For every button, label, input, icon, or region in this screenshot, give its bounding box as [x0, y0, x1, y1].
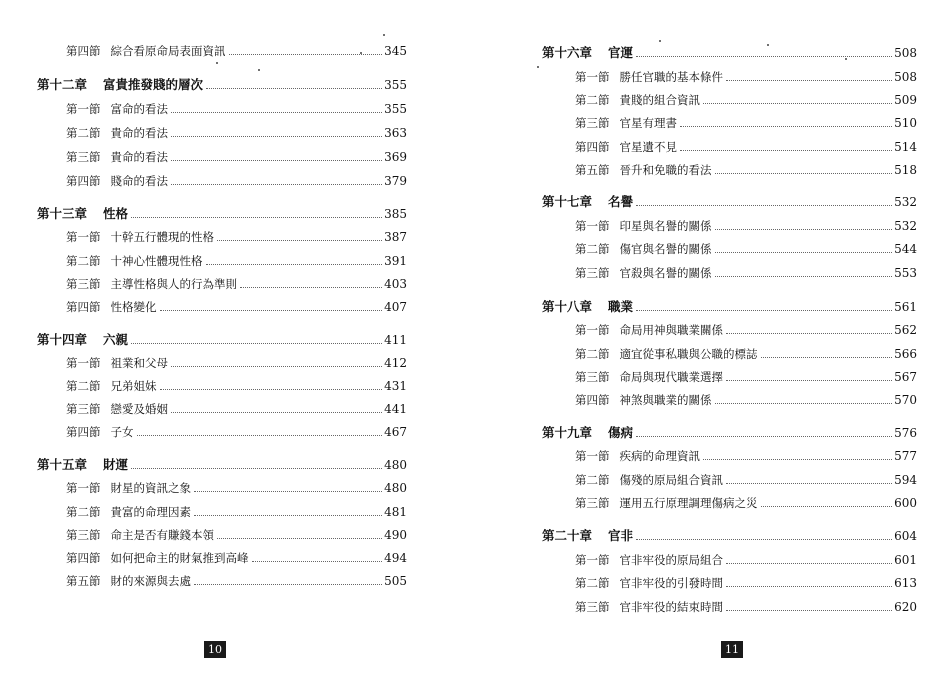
page-number: 508 [894, 70, 917, 84]
chapter-title: 財運 [103, 457, 129, 472]
dot-leader [131, 468, 382, 469]
toc-section-entry [66, 250, 407, 268]
toc-section-entry [66, 421, 407, 439]
section-number: 第二節 [575, 242, 610, 256]
dot-leader [636, 310, 892, 311]
page-number: 510 [894, 116, 917, 130]
toc-chapter-entry [542, 42, 917, 60]
section-number: 第三節 [66, 277, 101, 291]
section-title: 財的來源與去處 [110, 574, 191, 588]
chapter-title: 職業 [608, 299, 634, 314]
section-title: 戀愛及婚姻 [110, 402, 168, 416]
chapter-title: 官運 [608, 45, 634, 60]
toc-section-entry [575, 136, 917, 154]
section-title: 綜合看原命局表面資訊 [110, 44, 226, 58]
section-title: 性格變化 [110, 300, 157, 314]
section-number: 第一節 [575, 70, 610, 84]
dot-leader [726, 483, 892, 484]
page-number: 508 [894, 46, 917, 60]
toc-chapter-entry [37, 329, 407, 347]
dot-leader [217, 538, 382, 539]
toc-chapter-entry [37, 74, 407, 92]
section-title: 疾病的命理資訊 [619, 449, 700, 463]
page-number: 613 [894, 576, 917, 590]
page-number: 518 [894, 163, 917, 177]
dot-leader [636, 205, 892, 206]
section-title: 貴富的命理因素 [110, 505, 191, 519]
section-title: 勝任官職的基本條件 [619, 70, 723, 84]
dot-leader [726, 80, 892, 81]
section-title: 十神心性體現性格 [110, 254, 203, 268]
toc-section-entry [66, 547, 407, 565]
page-number: 369 [384, 150, 407, 164]
toc-section-entry [575, 366, 917, 384]
section-number: 第四節 [66, 300, 101, 314]
scan-speck [216, 62, 218, 64]
toc-section-entry [575, 596, 917, 614]
dot-leader [715, 173, 893, 174]
chapter-title: 官非 [608, 528, 634, 543]
section-number: 第一節 [575, 449, 610, 463]
page-number: 600 [894, 496, 917, 510]
section-title: 十幹五行體現的性格 [110, 230, 214, 244]
page-number: 490 [384, 528, 407, 542]
page-number: 494 [384, 551, 407, 565]
section-number: 第三節 [66, 150, 101, 164]
toc-section-entry [66, 352, 407, 370]
toc-section-entry [66, 40, 407, 58]
section-title: 兄弟姐妹 [110, 379, 157, 393]
toc-section-entry [575, 549, 917, 567]
page-number: 431 [384, 379, 407, 393]
section-title: 祖業和父母 [110, 356, 168, 370]
chapter-number: 第十二章 [37, 77, 88, 92]
dot-leader [171, 136, 382, 137]
section-number: 第二節 [575, 576, 610, 590]
page-number: 411 [384, 333, 407, 347]
page-number: 385 [384, 207, 407, 221]
dot-leader [171, 366, 382, 367]
section-title: 命局用神與職業關係 [619, 323, 723, 337]
section-number: 第四節 [66, 174, 101, 188]
toc-section-entry [66, 273, 407, 291]
toc-section-entry [575, 319, 917, 337]
page-number: 481 [384, 505, 407, 519]
section-number: 第二節 [575, 347, 610, 361]
section-number: 第四節 [66, 425, 101, 439]
toc-section-entry [575, 572, 917, 590]
toc-section-entry [66, 524, 407, 542]
dot-leader [715, 276, 893, 277]
section-number: 第四節 [66, 44, 101, 58]
page-number: 604 [894, 529, 917, 543]
section-number: 第二節 [575, 473, 610, 487]
toc-section-entry [66, 98, 407, 116]
dot-leader [726, 563, 892, 564]
section-title: 印星與名譽的關係 [619, 219, 712, 233]
toc-chapter-entry [37, 454, 407, 472]
toc-section-entry [66, 501, 407, 519]
toc-section-entry [575, 389, 917, 407]
chapter-title: 性格 [103, 206, 129, 221]
toc-section-entry [66, 170, 407, 188]
page-number: 594 [894, 473, 917, 487]
section-number: 第三節 [66, 528, 101, 542]
page-number: 403 [384, 277, 407, 291]
section-title: 子女 [110, 425, 134, 439]
section-title: 官非牢役的原局組合 [619, 553, 723, 567]
dot-leader [715, 403, 893, 404]
dot-leader [171, 112, 382, 113]
toc-section-entry [575, 445, 917, 463]
section-title: 適宜從事私職與公職的標誌 [619, 347, 758, 361]
page-number-left: 10 [204, 641, 226, 658]
section-title: 如何把命主的財氣推到高峰 [110, 551, 249, 565]
dot-leader [160, 310, 383, 311]
page-number: 509 [894, 93, 917, 107]
section-title: 命局與現代職業選擇 [619, 370, 723, 384]
page-number: 363 [384, 126, 407, 140]
section-title: 富命的看法 [110, 102, 168, 116]
chapter-number: 第十六章 [542, 45, 593, 60]
toc-section-entry [575, 66, 917, 84]
page-number: 577 [894, 449, 917, 463]
page-number: 514 [894, 140, 917, 154]
dot-leader [636, 56, 892, 57]
chapter-number: 第二十章 [542, 528, 593, 543]
page-number-right: 11 [721, 641, 743, 658]
section-title: 傷官與名譽的關係 [619, 242, 712, 256]
section-title: 貴命的看法 [110, 150, 168, 164]
section-title: 官非牢役的結束時間 [619, 600, 723, 614]
dot-leader [206, 88, 382, 89]
dot-leader [240, 287, 382, 288]
toc-chapter-entry [542, 296, 917, 314]
page-number: 379 [384, 174, 407, 188]
dot-leader [171, 160, 382, 161]
chapter-title: 傷病 [608, 425, 634, 440]
chapter-title: 名譽 [608, 194, 634, 209]
section-number: 第三節 [575, 370, 610, 384]
section-number: 第三節 [575, 496, 610, 510]
page-number: 407 [384, 300, 407, 314]
toc-chapter-entry [542, 525, 917, 543]
right-page [465, 0, 930, 674]
dot-leader [194, 584, 382, 585]
dot-leader [171, 412, 382, 413]
dot-leader [217, 240, 382, 241]
toc-section-entry [66, 477, 407, 495]
section-title: 官星遺不見 [619, 140, 677, 154]
section-number: 第四節 [575, 140, 610, 154]
page-number: 387 [384, 230, 407, 244]
section-number: 第一節 [575, 323, 610, 337]
dot-leader [703, 459, 892, 460]
dot-leader [252, 561, 383, 562]
dot-leader [160, 389, 383, 390]
dot-leader [131, 343, 382, 344]
section-number: 第一節 [66, 102, 101, 116]
section-number: 第一節 [575, 553, 610, 567]
section-number: 第一節 [575, 219, 610, 233]
section-number: 第四節 [575, 393, 610, 407]
chapter-number: 第十三章 [37, 206, 88, 221]
scan-speck [258, 69, 260, 71]
toc-section-entry [66, 375, 407, 393]
page-number: 480 [384, 458, 407, 472]
toc-section-entry [66, 122, 407, 140]
dot-leader [137, 435, 383, 436]
chapter-number: 第十四章 [37, 332, 88, 347]
dot-leader [636, 539, 892, 540]
section-number: 第二節 [66, 126, 101, 140]
scan-speck [845, 58, 847, 60]
scan-speck [360, 52, 362, 54]
section-title: 賤命的看法 [110, 174, 168, 188]
chapter-number: 第十七章 [542, 194, 593, 209]
section-number: 第二節 [66, 505, 101, 519]
chapter-title: 六親 [103, 332, 129, 347]
section-number: 第一節 [66, 356, 101, 370]
page-number: 601 [894, 553, 917, 567]
toc-section-entry [575, 343, 917, 361]
section-number: 第一節 [66, 230, 101, 244]
dot-leader [194, 515, 382, 516]
dot-leader [636, 436, 892, 437]
section-title: 貴賤的組合資訊 [619, 93, 700, 107]
page-number: 532 [894, 195, 917, 209]
section-title: 官殺與名譽的關係 [619, 266, 712, 280]
scan-speck [383, 34, 385, 36]
page-number: 412 [384, 356, 407, 370]
section-number: 第二節 [66, 254, 101, 268]
scan-speck [537, 66, 539, 68]
chapter-number: 第十八章 [542, 299, 593, 314]
page-number: 505 [384, 574, 407, 588]
dot-leader [715, 229, 893, 230]
toc-section-entry [66, 226, 407, 244]
dot-leader [703, 103, 892, 104]
scan-speck [659, 40, 661, 42]
page-number: 570 [894, 393, 917, 407]
section-number: 第三節 [575, 116, 610, 130]
section-title: 官非牢役的引發時間 [619, 576, 723, 590]
scan-speck [767, 44, 769, 46]
dot-leader [171, 184, 382, 185]
section-number: 第五節 [575, 163, 610, 177]
toc-section-entry [66, 296, 407, 314]
page-number: 467 [384, 425, 407, 439]
toc-section-entry [575, 469, 917, 487]
page-number: 566 [894, 347, 917, 361]
section-number: 第二節 [66, 379, 101, 393]
toc-section-entry [575, 112, 917, 130]
chapter-number: 第十五章 [37, 457, 88, 472]
section-title: 主導性格與人的行為準則 [110, 277, 237, 291]
section-title: 命主是否有賺錢本領 [110, 528, 214, 542]
page-number: 562 [894, 323, 917, 337]
section-title: 財星的資訊之象 [110, 481, 191, 495]
section-title: 傷殘的原局組合資訊 [619, 473, 723, 487]
section-number: 第三節 [66, 402, 101, 416]
dot-leader [715, 252, 893, 253]
toc-section-entry [575, 492, 917, 510]
section-title: 晉升和免職的看法 [619, 163, 712, 177]
page-number: 553 [894, 266, 917, 280]
section-number: 第三節 [575, 266, 610, 280]
toc-section-entry [575, 262, 917, 280]
dot-leader [726, 586, 892, 587]
page-number: 355 [384, 78, 407, 92]
page-number: 480 [384, 481, 407, 495]
page-number: 355 [384, 102, 407, 116]
toc-chapter-entry [542, 191, 917, 209]
page-number: 544 [894, 242, 917, 256]
section-number: 第二節 [575, 93, 610, 107]
toc-section-entry [66, 146, 407, 164]
dot-leader [761, 506, 893, 507]
dot-leader [229, 54, 383, 55]
toc-chapter-entry [37, 203, 407, 221]
toc-section-entry [66, 398, 407, 416]
dot-leader [761, 357, 893, 358]
dot-leader [206, 264, 383, 265]
section-number: 第一節 [66, 481, 101, 495]
page-number: 567 [894, 370, 917, 384]
section-title: 貴命的看法 [110, 126, 168, 140]
toc-section-entry [575, 89, 917, 107]
page-number: 345 [384, 44, 407, 58]
section-number: 第五節 [66, 574, 101, 588]
page-number: 576 [894, 426, 917, 440]
section-number: 第四節 [66, 551, 101, 565]
dot-leader [131, 217, 382, 218]
chapter-number: 第十九章 [542, 425, 593, 440]
section-title: 運用五行原理調理傷病之災 [619, 496, 758, 510]
page-number: 561 [894, 300, 917, 314]
dot-leader [726, 333, 892, 334]
dot-leader [194, 491, 382, 492]
page-number: 441 [384, 402, 407, 416]
page-number: 391 [384, 254, 407, 268]
dot-leader [726, 610, 892, 611]
chapter-title: 富貴推發賤的層次 [103, 77, 204, 92]
dot-leader [680, 126, 892, 127]
toc-section-entry [575, 215, 917, 233]
toc-chapter-entry [542, 422, 917, 440]
page-number: 532 [894, 219, 917, 233]
toc-section-entry [575, 159, 917, 177]
section-title: 神煞與職業的關係 [619, 393, 712, 407]
toc-section-entry [575, 238, 917, 256]
page-number: 620 [894, 600, 917, 614]
toc-section-entry [66, 570, 407, 588]
dot-leader [680, 150, 892, 151]
dot-leader [726, 380, 892, 381]
section-number: 第三節 [575, 600, 610, 614]
section-title: 官星有理書 [619, 116, 677, 130]
